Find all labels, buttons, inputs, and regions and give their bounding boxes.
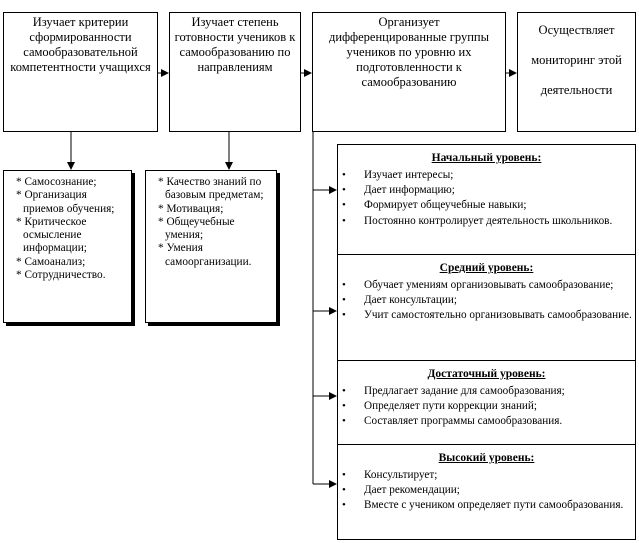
box-monitoring <box>517 12 636 132</box>
level-item: • Определяет пути коррекции знаний; <box>338 399 635 414</box>
level-title: Достаточный уровень: <box>427 368 546 380</box>
level-item: • Предлагает задание для самообразования; <box>338 384 635 399</box>
level-item: • Дает консультации; <box>338 293 635 308</box>
criteria-item: * Самоанализ; <box>16 255 86 268</box>
level-item: • Дает информацию; <box>338 183 635 198</box>
level-sufficient <box>337 360 636 445</box>
criteria-item: * Критическое осмысление информации; <box>16 215 87 255</box>
box-criteria-text: Изучает критерии сформированности самообразовательной компетентности учащихся <box>10 15 151 74</box>
box-readiness-text: Изучает степень готовности учеников к самообразованию по направлениям <box>174 15 296 74</box>
criteria-list <box>10 176 127 282</box>
level-item: • Обучает умениям организовывать самообразование; <box>338 278 635 293</box>
level-items <box>338 384 635 430</box>
directions-list <box>152 176 272 269</box>
level-item: • Учит самостоятельно организовывать самообразование. <box>338 308 635 323</box>
level-middle <box>337 254 636 361</box>
direction-item: * Мотивация; <box>158 202 224 215</box>
level-item: • Составляет программы самообразования. <box>338 414 635 429</box>
level-item: • Дает рекомендации; <box>338 483 635 498</box>
criteria-item: * Самосознание; <box>16 176 97 188</box>
level-title: Начальный уровень: <box>431 152 542 164</box>
level-initial <box>337 144 636 255</box>
criteria-item: * Сотрудничество. <box>16 269 106 282</box>
box-readiness <box>169 12 301 132</box>
direction-item: * Общеучебные умения; <box>158 215 235 242</box>
box-monitoring-text: Осуществляет мониторинг этой деятельности <box>531 23 622 97</box>
box-criteria <box>3 12 158 132</box>
level-title: Высокий уровень: <box>438 452 535 464</box>
criteria-item: * Организация приемов обучения; <box>16 189 115 215</box>
direction-item: * Качество знаний по базовым предметам; <box>158 176 264 202</box>
level-title: Средний уровень: <box>439 262 534 274</box>
level-item: • Вместе с учеником определяет пути самообразования. <box>338 498 635 513</box>
directions-box <box>145 170 277 323</box>
box-groups-text: Организует дифференцированные группы учеников по уровню их подготовленности к самообразованию <box>328 15 490 89</box>
level-high <box>337 444 636 540</box>
level-item: • Консультирует; <box>338 468 635 483</box>
criteria-box <box>3 170 132 323</box>
level-items <box>338 278 635 324</box>
direction-item: * Умения самоорганизации. <box>158 242 252 268</box>
level-items <box>338 468 635 514</box>
level-item: • Изучает интересы; <box>338 168 635 183</box>
level-item: • Формирует общеучебные навыки; <box>338 198 635 213</box>
level-items <box>338 168 635 229</box>
box-groups <box>312 12 506 132</box>
level-item: • Постоянно контролирует деятельность школьников. <box>338 214 635 229</box>
